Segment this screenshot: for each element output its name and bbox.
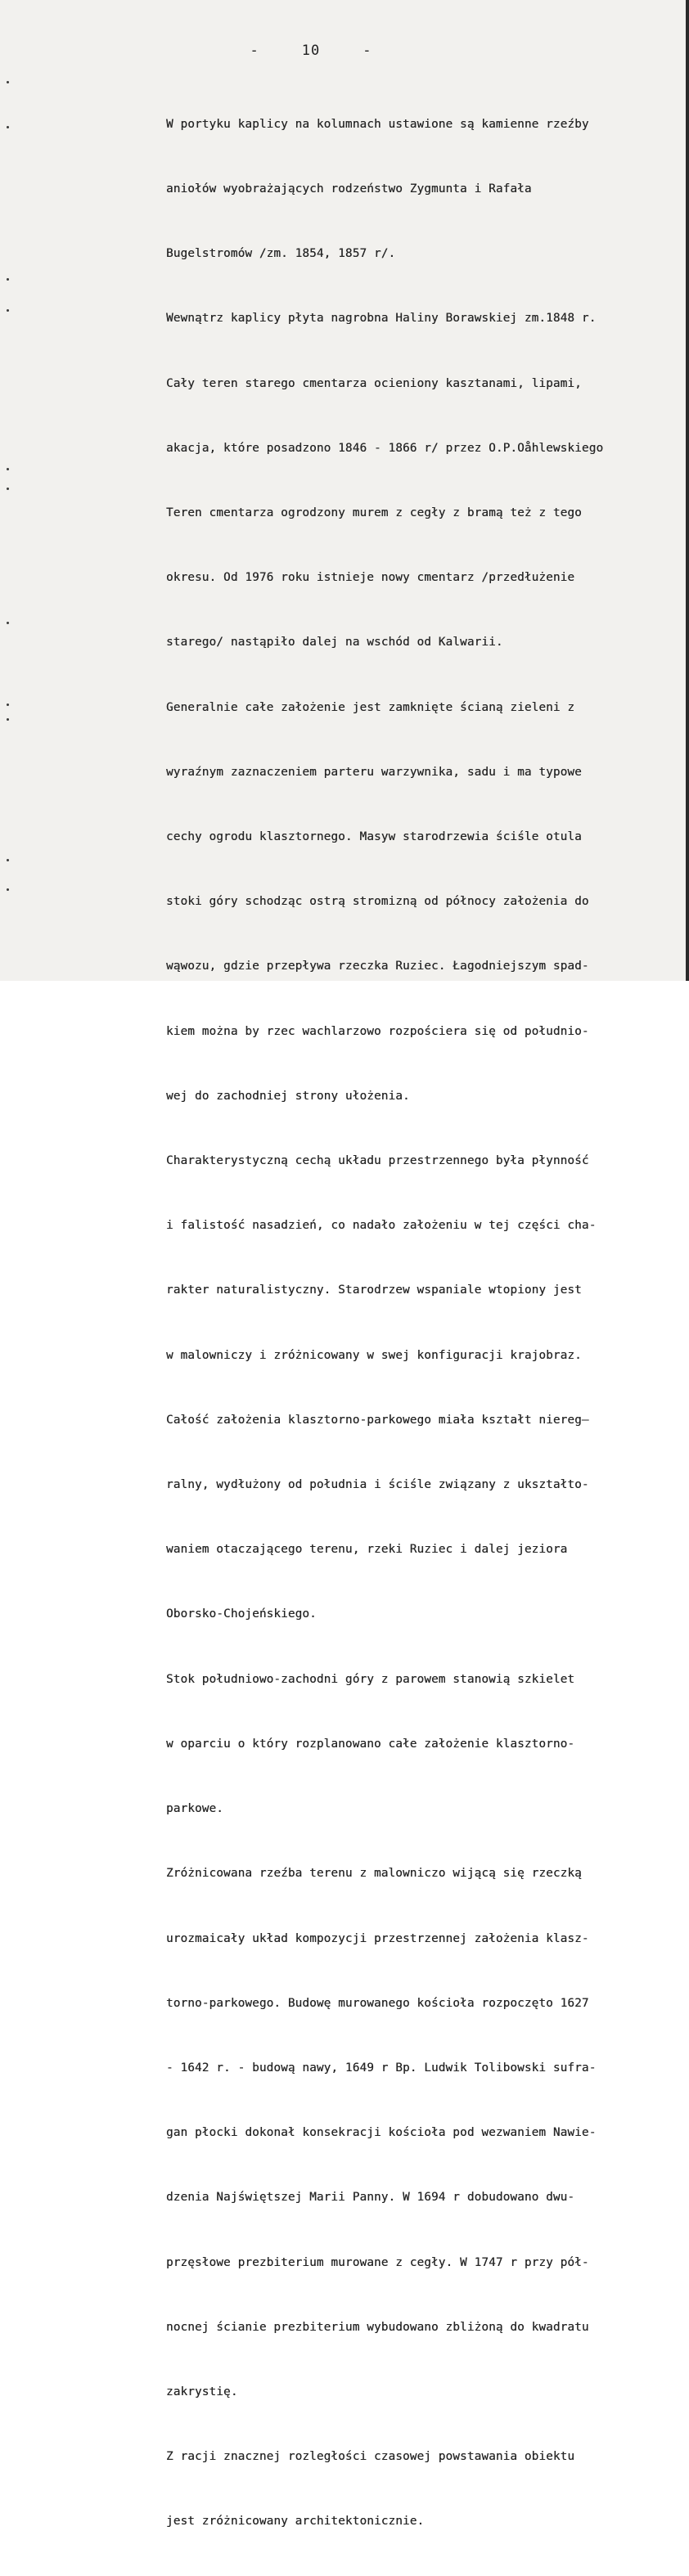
text-line: urozmaicały układ kompozycji przestrzennej założenia klasz- [166,1931,589,1945]
text-line: Z racji znacznej rozległości czasowej powstawania obiektu [166,2450,575,2464]
body-text [166,70,683,2576]
text-line: Charakterystyczną cechą układu przestrzennego była płynność [166,1154,589,1168]
binding-hole-mark [7,309,9,312]
header-dash-left: - [250,43,259,59]
binding-hole-mark [7,468,9,470]
text-line: okresu. Od 1976 roku istnieje nowy cmentarz /przedłużenie [166,571,575,585]
text-line: w malowniczy i zróżnicowany w swej konfiguracji krajobraz. [166,1348,582,1362]
text-line: nocnej ścianie prezbiterium wybudowano zbliżoną do kwadratu [166,2320,589,2334]
text-line: Cały teren starego cmentarza ocieniony kasztanami, lipami, [166,376,582,390]
text-line: Całość założenia klasztorno-parkowego miała kształt niereg— [166,1413,589,1427]
binding-hole-mark [7,488,9,490]
binding-hole-mark [7,718,9,721]
text-line: zakrystię. [166,2385,238,2398]
text-line: W portyku kaplicy na kolumnach ustawione są kamienne rzeźby [166,117,589,131]
text-line: torno-parkowego. Budowę murowanego kościoła rozpoczęto 1627 [166,1996,589,2010]
text-line: gan płocki dokonał konsekracji kościoła pod wezwaniem Nawie- [166,2126,597,2140]
text-line: kiem można by rzec wachlarzowo rozpościera się od południo- [166,1024,589,1038]
text-line: stoki góry schodząc ostrą stromizną od północy założenia do [166,895,589,909]
text-line: wej do zachodniej strony ułożenia. [166,1089,410,1103]
binding-hole-mark [7,278,9,281]
text-line: waniem otaczającego terenu, rzeki Ruziec i dalej jeziora [166,1543,568,1557]
text-line: akacja, które posadzono 1846 - 1866 r/ przez O.P.Oåhlewskiego [166,441,604,455]
text-line: w oparciu o który rozplanowano całe założenie klasztorno- [166,1737,575,1751]
text-line: aniołów wyobrażających rodzeństwo Zygmunta i Rafała [166,182,532,196]
header-dash-right: - [363,43,372,59]
text-line: dzenia Najświętszej Marii Panny. W 1694 r dobudowano dwu- [166,2191,575,2205]
text-line: jest zróżnicowany architektonicznie. [166,2515,425,2529]
binding-hole-mark [7,126,9,128]
text-line: ralny, wydłużony od południa i ściśle związany z ukształto- [166,1478,589,1492]
text-line: - 1642 r. - budową nawy, 1649 r Bp. Ludwik Tolibowski sufra- [166,2061,597,2075]
text-line: Wewnątrz kaplicy płyta nagrobna Haliny Borawskiej zm.1848 r. [166,312,597,326]
text-line: Zróżnicowana rzeźba terenu z malowniczo wijącą się rzeczką [166,1867,582,1881]
page-number-header [0,43,622,59]
text-line: przęsłowe prezbiterium murowane z cegły. W 1747 r przy pół- [166,2255,589,2269]
text-line: rakter naturalistyczny. Starodrzew wspaniale wtopiony jest [166,1284,582,1297]
binding-hole-mark [7,622,9,624]
text-line: Generalnie całe założenie jest zamknięte ścianą zieleni z [166,700,575,714]
text-line: starego/ nastąpiło dalej na wschód od Kalwarii. [166,636,503,650]
text-line: wyraźnym zaznaczeniem parteru warzywnika, sadu i ma typowe [166,765,582,779]
text-line: wąwozu, gdzie przepływa rzeczka Ruziec. Łagodniejszym spad- [166,960,589,973]
text-line: parkowe. [166,1802,224,1816]
binding-hole-mark [7,81,9,83]
text-line: i falistość nasadzień, co nadało założeniu w tej części cha- [166,1219,597,1233]
page-number: 10 [301,43,321,59]
text-line: cechy ogrodu klasztornego. Masyw starodrzewia ściśle otula [166,830,582,844]
binding-hole-mark [7,859,9,861]
text-line: Stok południowo-zachodni góry z parowem stanowią szkielet [166,1672,575,1686]
binding-hole-mark [7,888,9,891]
binding-hole-mark [7,704,9,706]
text-line: Teren cmentarza ogrodzony murem z cegły z bramą też z tego [166,506,582,520]
text-line: Bugelstromów /zm. 1854, 1857 r/. [166,247,396,261]
text-line: Oborsko-Chojeńskiego. [166,1607,317,1621]
